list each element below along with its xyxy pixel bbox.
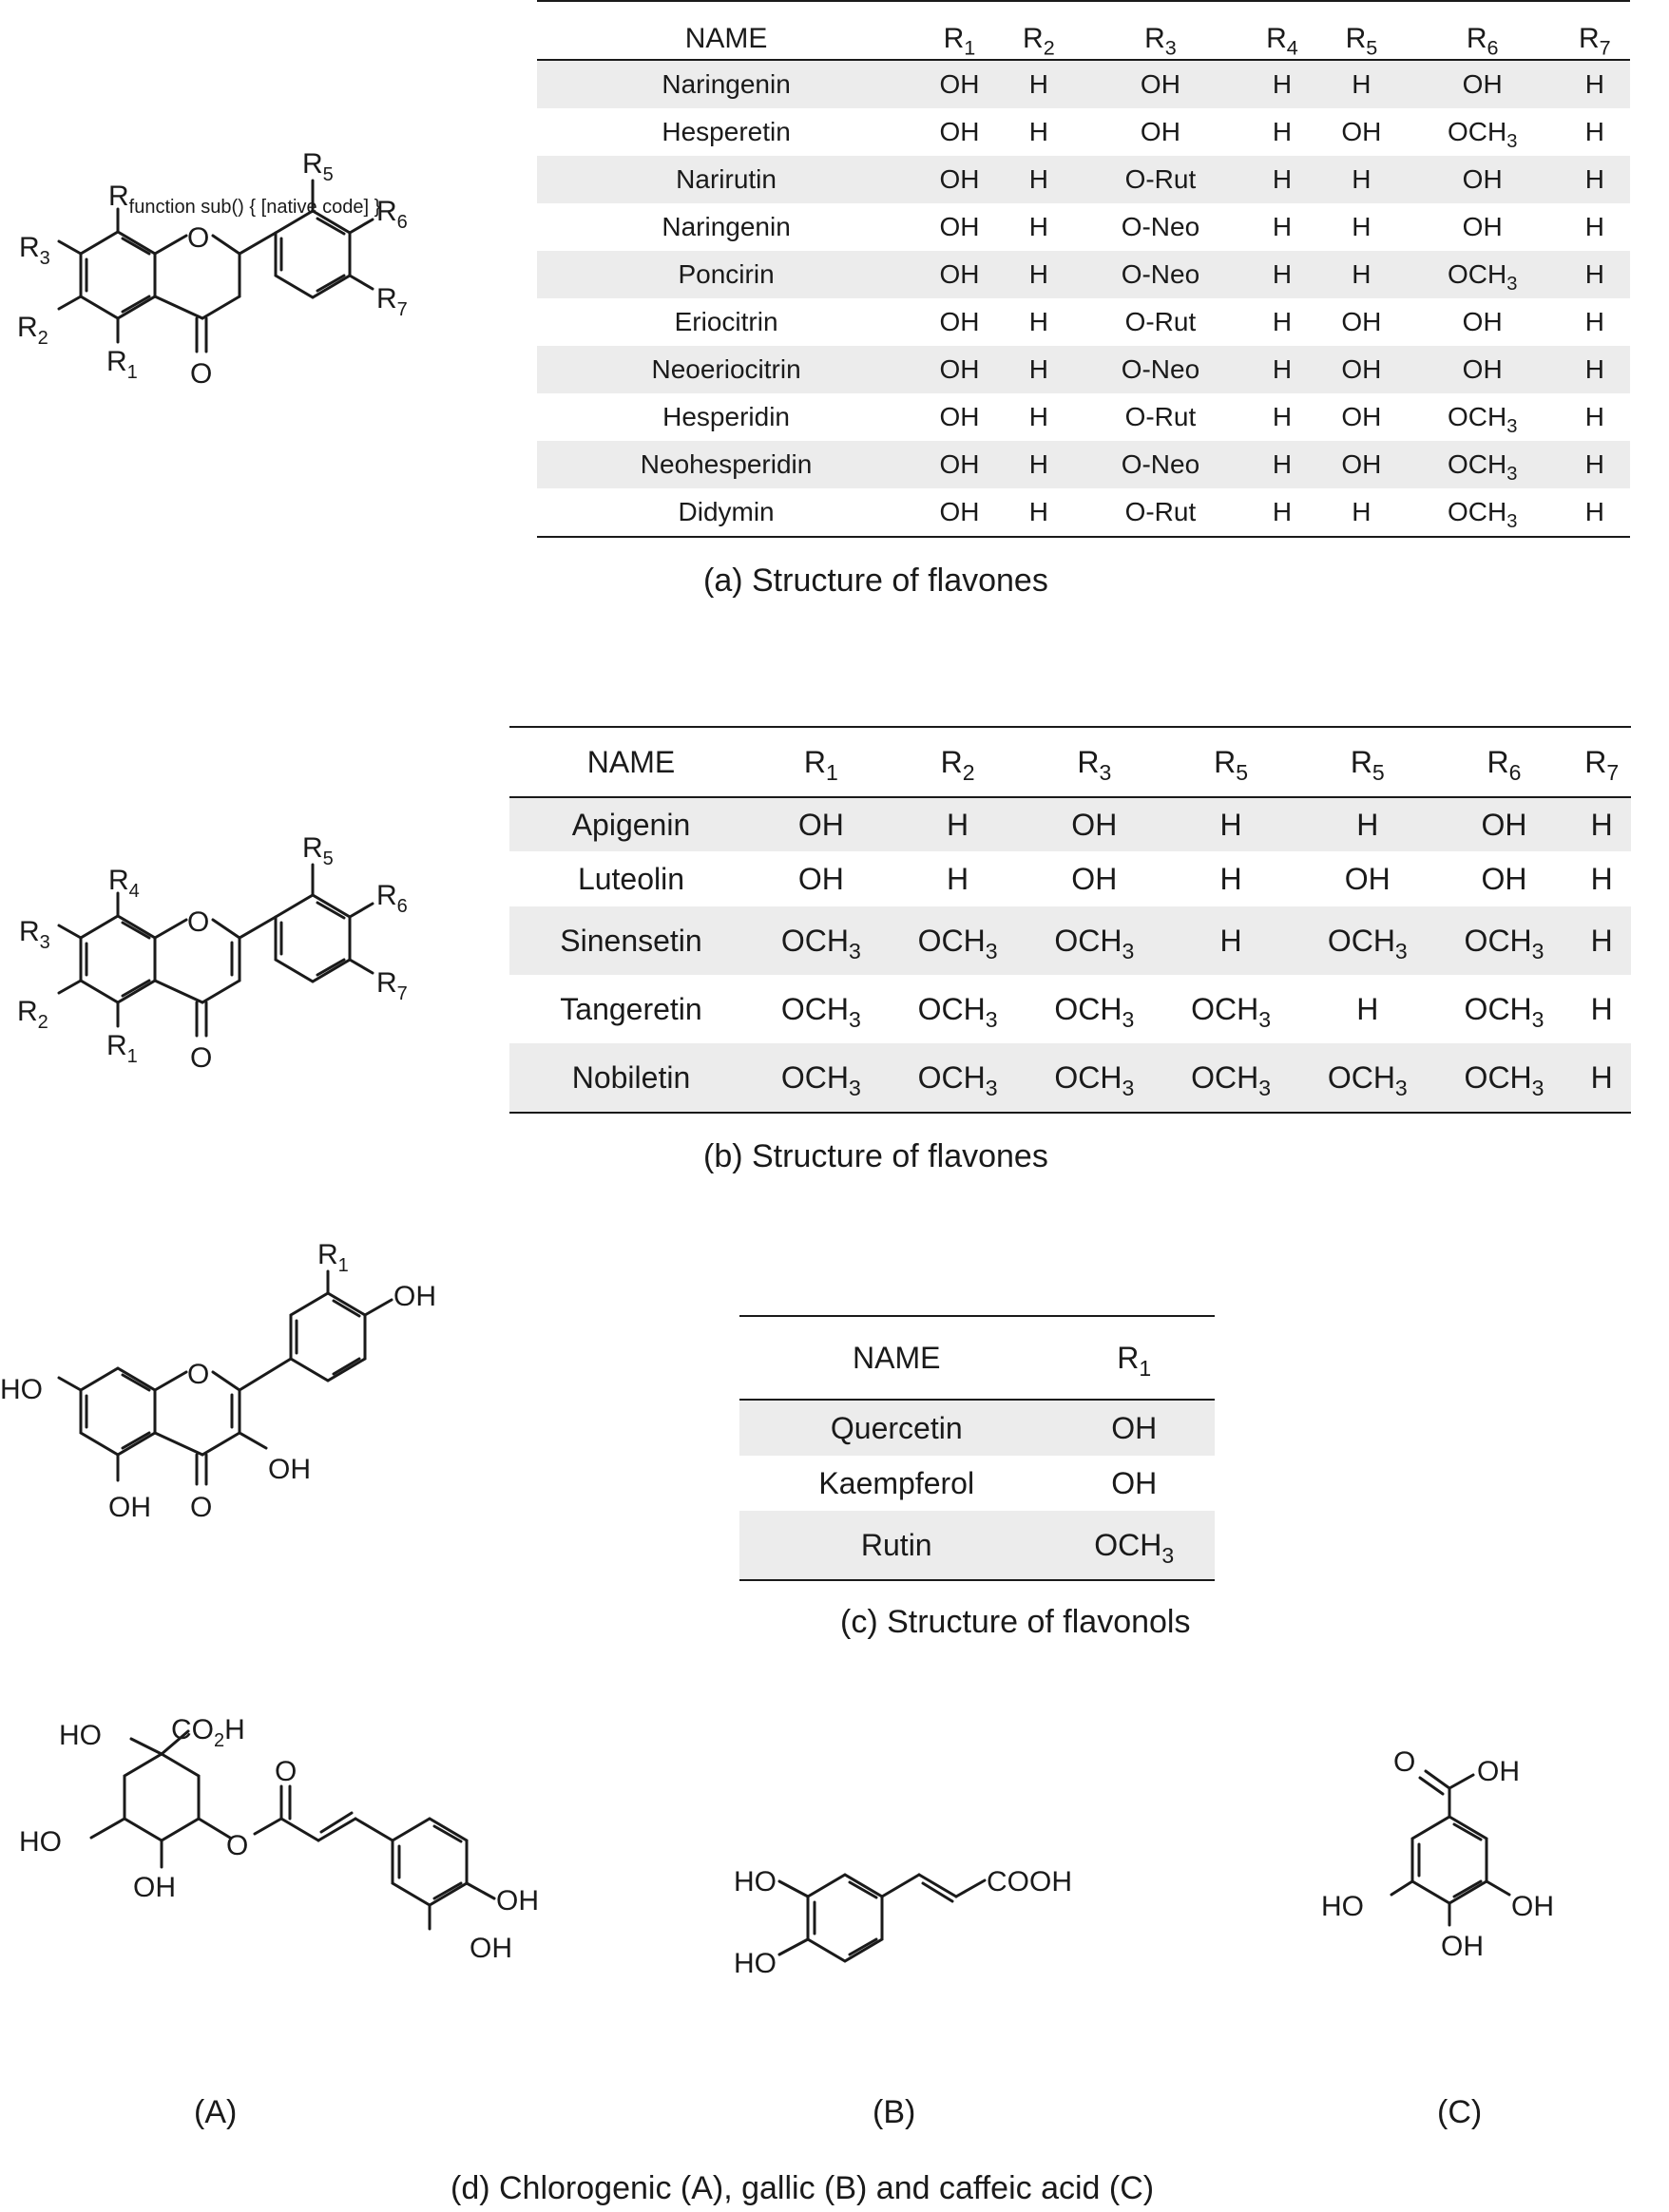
caption-d: (d) Chlorogenic (A), gallic (B) and caffeic acid (C) <box>451 2170 1155 2206</box>
substituent-cell: OH <box>915 156 1004 203</box>
ring-oxygen-label: O <box>187 1359 210 1390</box>
compound-name-cell: Hesperetin <box>662 117 791 146</box>
substituent-cell: H <box>1247 156 1317 203</box>
substituent-cell: OH <box>915 441 1004 488</box>
substituent-cell: $OCH_3$ <box>1162 1043 1299 1113</box>
phenol-hydroxyl-1-label: OH <box>496 1885 539 1916</box>
compound-name-cell: Luteolin <box>577 861 685 896</box>
substituent-cell: H <box>1004 346 1074 393</box>
r2-label: $R_2$ <box>17 996 48 1033</box>
substituent-cell: H <box>1584 307 1604 336</box>
substituent-cell: H <box>1028 212 1048 241</box>
substituent-cell: OH <box>915 60 1004 108</box>
compound-name-cell: Neohesperidin <box>537 441 915 488</box>
substituent-cell: H <box>1584 497 1604 526</box>
substituent-cell: H <box>1317 251 1406 298</box>
substituent-cell: O-Rut <box>1074 156 1247 203</box>
substituent-cell: H <box>1219 861 1242 896</box>
substituent-cell: H <box>947 861 969 896</box>
substituent-cell: H <box>1272 402 1293 431</box>
substituent-cell: H <box>1247 346 1317 393</box>
compound-name-cell: Poncirin <box>537 251 915 298</box>
compound-b-label: (B) <box>873 2094 916 2130</box>
flavonol-substituent-table <box>739 1315 1215 1581</box>
compound-name-cell: Tangeretin <box>560 991 702 1026</box>
column-header-r3: $R_3$ <box>1026 727 1162 797</box>
substituent-cell: OH <box>1406 60 1560 108</box>
hydroxyl-2-label: HO <box>734 1948 777 1979</box>
substituent-cell: H <box>1247 441 1317 488</box>
phenol-hydroxyl-2-label: OH <box>470 1933 512 1964</box>
substituent-cell: H <box>1272 307 1293 336</box>
compound-c-structure <box>1293 1729 1654 2052</box>
table-row <box>537 203 1630 251</box>
substituent-cell: OH <box>1074 60 1247 108</box>
substituent-cell: O-Rut <box>1124 402 1197 431</box>
substituent-cell: H <box>1590 991 1613 1026</box>
substituent-cell: H <box>1560 251 1630 298</box>
substituent-cell: H <box>1572 1043 1631 1113</box>
substituent-cell: OH <box>939 307 980 336</box>
r7-label: $R_7$ <box>376 283 408 320</box>
substituent-cell: OH <box>1481 861 1527 896</box>
table-row <box>537 346 1630 393</box>
substituent-cell: H <box>1352 212 1372 241</box>
carbonyl-oxygen-label: O <box>1393 1746 1416 1778</box>
compound-name-cell: Apigenin <box>509 797 753 851</box>
b-ring-hydroxyl-label: OH <box>393 1281 436 1312</box>
ring-oxygen-label: O <box>187 906 210 938</box>
substituent-cell: H <box>1004 251 1074 298</box>
r7-label: $R_7$ <box>376 967 408 1004</box>
substituent-cell: H <box>1560 156 1630 203</box>
c4-hydroxyl-label: HO <box>19 1826 62 1858</box>
substituent-cell: OH <box>1462 212 1503 241</box>
substituent-cell: H <box>1572 906 1631 975</box>
substituent-cell: $OCH_3$ <box>1436 906 1573 975</box>
carboxyl-label: COOH <box>987 1866 1072 1897</box>
column-header-r4: $R_4$ <box>1247 1 1317 60</box>
compound-c-label: (C) <box>1437 2094 1483 2130</box>
c3-hydroxyl-label: OH <box>268 1454 311 1485</box>
column-header-r7: $R_7$ <box>1560 1 1630 60</box>
flavanone-substituent-table <box>537 0 1630 538</box>
compound-name-cell: Eriocitrin <box>674 307 778 336</box>
carbonyl-oxygen-label: O <box>190 1042 213 1074</box>
compound-name-cell: Quercetin <box>739 1400 1054 1456</box>
compound-name-cell: Nobiletin <box>509 1043 753 1113</box>
substituent-cell: OH <box>753 797 890 851</box>
substituent-cell: H <box>1247 60 1317 108</box>
column-header-r5: $R_5$ <box>1162 727 1299 797</box>
r3-label: $R_3$ <box>19 232 50 269</box>
table-row <box>537 108 1630 156</box>
substituent-cell: OH <box>1341 402 1382 431</box>
substituent-cell: $OCH_3$ <box>1299 1043 1436 1113</box>
flavone-substituent-table <box>509 726 1631 1114</box>
r6-label: $R_6$ <box>376 196 408 233</box>
r1-label: $R_1$ <box>106 346 138 383</box>
flavonol-structure <box>0 1235 494 1577</box>
r4-label: $R_4$ <box>108 865 140 902</box>
column-header-r7: $R_7$ <box>1572 727 1631 797</box>
r3-label: $R_3$ <box>19 916 50 953</box>
substituent-cell: H <box>1272 212 1293 241</box>
substituent-cell: $OCH_3$ <box>1191 991 1271 1032</box>
table-row <box>739 1456 1215 1511</box>
substituent-cell: $OCH_3$ <box>1406 441 1560 488</box>
column-header-name: NAME <box>509 727 753 797</box>
substituent-cell: H <box>1317 156 1406 203</box>
substituent-cell: $OCH_3$ <box>1026 906 1162 975</box>
substituent-cell: O-Rut <box>1124 497 1197 526</box>
substituent-cell: H <box>1272 117 1293 146</box>
hydroxyl-1-label: HO <box>734 1866 777 1897</box>
substituent-cell: H <box>1028 402 1048 431</box>
substituent-cell: OH <box>1436 797 1573 851</box>
column-header-r5: $R_5$ <box>1317 1 1406 60</box>
compound-name-cell: Didymin <box>678 497 775 526</box>
substituent-cell: OH <box>915 346 1004 393</box>
substituent-cell: $OCH_3$ <box>1054 991 1135 1032</box>
column-header-r3: $R_3$ <box>1074 1 1247 60</box>
substituent-cell: H <box>1352 497 1372 526</box>
r2-label: $R_2$ <box>17 312 48 349</box>
r4-label: $R_{function sub() \{ [native code] \}}$ <box>108 181 381 218</box>
substituent-cell: $OCH_3$ <box>1299 906 1436 975</box>
table-header-row <box>509 727 1631 797</box>
r6-label: $R_6$ <box>376 880 408 917</box>
substituent-cell: $OCH_3$ <box>917 991 998 1032</box>
substituent-cell: H <box>1028 117 1048 146</box>
substituent-cell: H <box>1004 60 1074 108</box>
c1-hydroxyl-label: HO <box>59 1720 102 1751</box>
column-header-r1: $R_1$ <box>1054 1316 1216 1400</box>
substituent-cell: OH <box>1071 861 1118 896</box>
substituent-cell: H <box>1560 60 1630 108</box>
substituent-cell: $OCH_3$ <box>753 906 890 975</box>
substituent-cell: H <box>1572 797 1631 851</box>
column-header-r2: $R_2$ <box>890 727 1026 797</box>
compound-name-cell: Neoeriocitrin <box>537 346 915 393</box>
substituent-cell: H <box>1560 441 1630 488</box>
hydroxyl-right-label: OH <box>1511 1891 1554 1922</box>
substituent-cell: OH <box>1341 117 1382 146</box>
carbonyl-oxygen-label: O <box>190 1492 213 1523</box>
substituent-cell: $OCH_3$ <box>1464 991 1544 1032</box>
column-header-r6: $R_6$ <box>1406 1 1560 60</box>
carboxylic-acid-label: $CO_2H$ <box>171 1714 245 1751</box>
c5-hydroxyl-label: OH <box>133 1872 176 1903</box>
a-ring-hydroxyl-label: HO <box>0 1374 43 1405</box>
substituent-cell: H <box>1162 797 1299 851</box>
table-row <box>537 156 1630 203</box>
chlorogenic-acid-structure <box>0 1701 646 2071</box>
substituent-cell: O-Rut <box>1124 307 1197 336</box>
caption-b: (b) Structure of flavones <box>703 1138 1048 1174</box>
substituent-cell: OH <box>915 251 1004 298</box>
substituent-cell: OH <box>1111 1465 1158 1500</box>
substituent-cell: OH <box>1462 307 1503 336</box>
table-row <box>509 1043 1631 1113</box>
carbonyl-oxygen-label: O <box>190 358 213 390</box>
hydroxyl-bottom-label: OH <box>1441 1931 1484 1962</box>
table-row <box>537 60 1630 108</box>
substituent-cell: H <box>1356 991 1379 1026</box>
table-row <box>739 1511 1215 1580</box>
compound-name-cell: Naringenin <box>662 212 791 241</box>
substituent-cell: OH <box>1317 346 1406 393</box>
hydroxyl-left-label: HO <box>1321 1891 1364 1922</box>
table-row <box>537 251 1630 298</box>
column-header-name: NAME <box>537 1 915 60</box>
substituent-cell: H <box>1584 212 1604 241</box>
column-header-name: NAME <box>739 1316 1054 1400</box>
substituent-cell: H <box>1272 497 1293 526</box>
r1-label: $R_1$ <box>106 1030 138 1067</box>
table-row <box>537 441 1630 488</box>
substituent-cell: H <box>890 797 1026 851</box>
compound-b-structure <box>684 1834 1217 2043</box>
substituent-cell: H <box>1162 906 1299 975</box>
carbonyl-oxygen-label: O <box>275 1756 297 1787</box>
substituent-cell: H <box>1317 60 1406 108</box>
substituent-cell: $OCH_3$ <box>890 1043 1026 1113</box>
table-row <box>537 393 1630 441</box>
substituent-cell: OH <box>1140 117 1180 146</box>
substituent-cell: H <box>1560 346 1630 393</box>
substituent-cell: $OCH_3$ <box>1054 1511 1216 1580</box>
substituent-cell: OH <box>1344 861 1391 896</box>
substituent-cell: OH <box>797 861 844 896</box>
table-row <box>739 1400 1215 1456</box>
substituent-cell: O-Neo <box>1121 212 1200 241</box>
substituent-cell: OH <box>1341 307 1382 336</box>
substituent-cell: O-Neo <box>1074 346 1247 393</box>
table-row <box>509 906 1631 975</box>
substituent-cell: OH <box>939 402 980 431</box>
r1-label: $R_1$ <box>317 1239 349 1276</box>
substituent-cell: OH <box>939 212 980 241</box>
table-row <box>509 975 1631 1043</box>
column-header-r1: $R_1$ <box>753 727 890 797</box>
ester-oxygen-label: O <box>226 1830 249 1861</box>
substituent-cell: OH <box>1406 346 1560 393</box>
substituent-cell: H <box>1299 797 1436 851</box>
compound-name-cell: Hesperidin <box>662 402 790 431</box>
table-row <box>509 797 1631 851</box>
substituent-cell: H <box>1247 251 1317 298</box>
table-header-row <box>537 1 1630 60</box>
substituent-cell: H <box>1028 497 1048 526</box>
table-row <box>537 488 1630 537</box>
substituent-cell: H <box>1004 441 1074 488</box>
substituent-cell: $OCH_3$ <box>1447 402 1518 438</box>
substituent-cell: $OCH_3$ <box>753 1043 890 1113</box>
acid-hydroxyl-label: OH <box>1477 1756 1520 1787</box>
flavone-structure <box>0 798 447 1121</box>
r5-label: $R_5$ <box>302 148 334 185</box>
column-header-r2: $R_2$ <box>1004 1 1074 60</box>
r5-label: $R_5$ <box>302 832 334 869</box>
substituent-cell: O-Neo <box>1074 441 1247 488</box>
flavanone-structure <box>0 114 447 437</box>
substituent-cell: H <box>1004 156 1074 203</box>
substituent-cell: OH <box>939 117 980 146</box>
c5-hydroxyl-label: OH <box>108 1492 151 1523</box>
substituent-cell: H <box>1590 861 1613 896</box>
substituent-cell: $OCH_3$ <box>1026 1043 1162 1113</box>
substituent-cell: OH <box>1026 797 1162 851</box>
compound-a-label: (A) <box>194 2094 238 2130</box>
column-header-r6: $R_6$ <box>1436 727 1573 797</box>
compound-name-cell: Narirutin <box>537 156 915 203</box>
table-row <box>537 298 1630 346</box>
substituent-cell: $OCH_3$ <box>1447 117 1518 153</box>
substituent-cell: $OCH_3$ <box>1447 497 1518 533</box>
table-header-row <box>739 1316 1215 1400</box>
substituent-cell: OH <box>1406 156 1560 203</box>
compound-name-cell: Naringenin <box>537 60 915 108</box>
substituent-cell: H <box>1584 402 1604 431</box>
substituent-cell: OH <box>1317 441 1406 488</box>
substituent-cell: OH <box>1054 1400 1216 1456</box>
column-header-r1: $R_1$ <box>915 1 1004 60</box>
compound-name-cell: Rutin <box>739 1511 1054 1580</box>
ring-oxygen-label: O <box>187 222 210 254</box>
compound-name-cell: Sinensetin <box>509 906 753 975</box>
substituent-cell: $OCH_3$ <box>1406 251 1560 298</box>
column-header-r5: $R_5$ <box>1299 727 1436 797</box>
substituent-cell: H <box>1584 117 1604 146</box>
compound-name-cell: Kaempferol <box>818 1465 975 1500</box>
substituent-cell: $OCH_3$ <box>1436 1043 1573 1113</box>
substituent-cell: OH <box>939 497 980 526</box>
caption-c: (c) Structure of flavonols <box>840 1604 1191 1640</box>
caption-a: (a) Structure of flavones <box>703 563 1048 599</box>
table-row <box>509 851 1631 906</box>
substituent-cell: O-Neo <box>1074 251 1247 298</box>
substituent-cell: H <box>1028 307 1048 336</box>
substituent-cell: $OCH_3$ <box>780 991 861 1032</box>
substituent-cell: $OCH_3$ <box>890 906 1026 975</box>
